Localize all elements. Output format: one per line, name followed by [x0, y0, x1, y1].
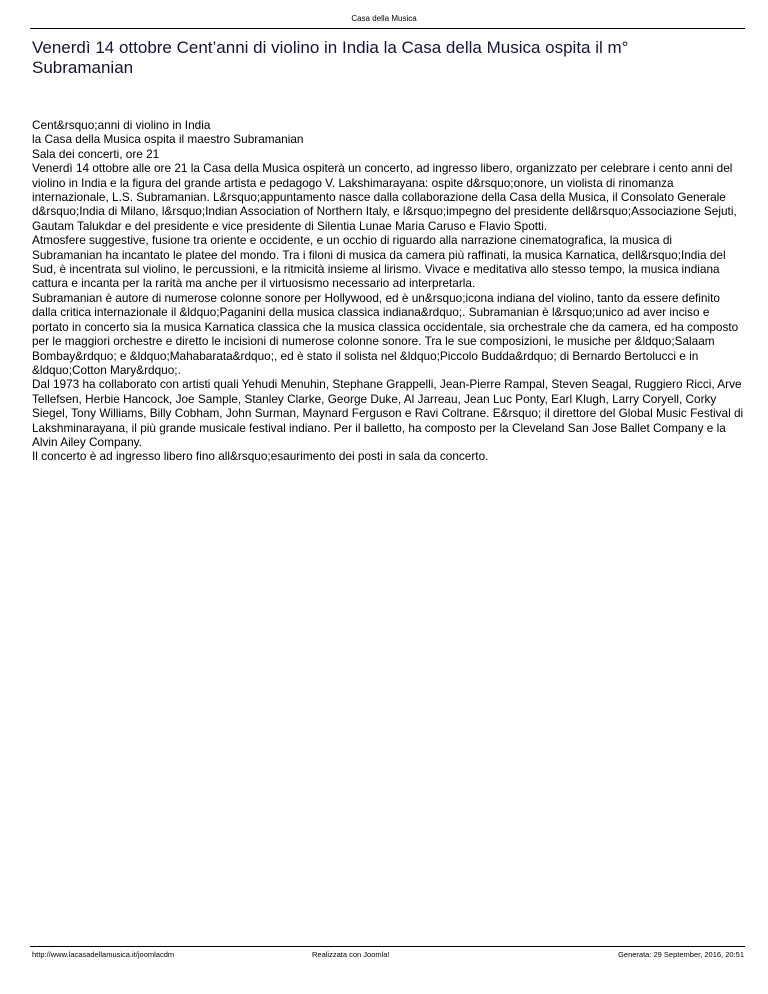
- article-title: Venerdì 14 ottobre Cent’anni di violino in India la Casa della Musica ospita il m° Subramanian: [32, 38, 629, 77]
- article-paragraph: la Casa della Musica ospita il maestro Subramanian: [32, 132, 304, 147]
- article-paragraph: Il concerto è ad ingresso libero fino all&rsquo;esaurimento dei posti in sala da concerto.: [32, 449, 489, 464]
- article-paragraph: Venerdì 14 ottobre alle ore 21 la Casa della Musica ospiterà un concerto, ad ingresso libero, organizzato per celebrare i cento anni del violino in India e la figura del grande artista e pedagogo V. Lakshimarayana: ospite d&rsquo;onore, un violista di rinomanza internazionale, L.S. Subramanian. L&rsquo;appuntamento nasce dalla collaborazione della Casa della Musica, il Consolato Generale d&rsquo;India di Milano, l&rsquo;Indian Association of Northern Italy, e l&rsquo;impegno del presidente dell&rsquo;Associazione Sejuti, Gautam Talukdar e del presidente e vice presidente di Silentia Lunae Maria Caruso e Flavio Spotti.: [32, 161, 737, 233]
- footer-generated-date: Generata: 29 September, 2016, 20:51: [618, 950, 744, 959]
- footer-url: http://www.lacasadellamusica.it/joomlacdm: [32, 950, 175, 959]
- article-body: [32, 118, 744, 464]
- footer-divider: [30, 946, 745, 947]
- article-paragraph: Atmosfere suggestive, fusione tra oriente e occidente, e un occhio di riguardo alla narrazione cinematografica, la musica di Subramanian ha incantato le platee del mondo. Tra i filoni di musica da camera più raffinati, la musica Karnatica, dell&rsquo;India del Sud, è incentrata sul violino, le percussioni, e la ritmicità insieme al lirismo. Vivace e meditativa allo stesso tempo, la musica indiana cattura e incanta per la rarità ma anche per il virtuosismo necessario ad interpretarla.: [32, 233, 726, 291]
- header-divider: [30, 28, 745, 29]
- article-paragraph: Subramanian è autore di numerose colonne sonore per Hollywood, ed è un&rsquo;icona indiana del violino, tanto da essere definito dalla critica internazionale il &ldquo;Paganini della musica classica indiana&rdquo;. Subramanian è l&rsquo;unico ad aver inciso e portato in concerto sia la musica Karnatica classica che la musica classica occidentale, sia orchestrale che da camera, ed ha composto per le maggiori orchestre e diretto le incisioni di numerose colonne sonore. Tra le sue composizioni, le musiche per &ldquo;Salaam Bombay&rdquo; e &ldquo;Mahabarata&rdquo;, ed è stato il solista nel &ldquo;Piccolo Budda&rdquo; di Bernardo Bertolucci e in &ldquo;Cotton Mary&rdquo;.: [32, 290, 739, 377]
- article-paragraph: Cent&rsquo;anni di violino in India: [32, 118, 211, 132]
- site-header: Casa della Musica: [351, 14, 417, 23]
- footer-powered-by: Realizzata con Joomla!: [312, 950, 390, 959]
- article-paragraph: Sala dei concerti, ore 21: [32, 146, 160, 161]
- article-paragraph: Dal 1973 ha collaborato con artisti quali Yehudi Menuhin, Stephane Grappelli, Jean-Pierre Rampal, Steven Seagal, Ruggiero Ricci, Arve Tellefsen, Herbie Hancock, Joe Sample, Stanley Clarke, George Duke, Al Jarreau, Jean Luc Ponty, Earl Klugh, Larry Coryell, Corky Siegel, Tony Williams, Billy Cobham, John Surman, Maynard Ferguson e Ravi Coltrane. E&rsquo; il direttore del Global Music Festival di Lakshminarayana, il più grande musicale festival indiano. Per il balletto, ha composto per la Cleveland San Jose Ballet Company e la Alvin Ailey Company.: [32, 377, 744, 449]
